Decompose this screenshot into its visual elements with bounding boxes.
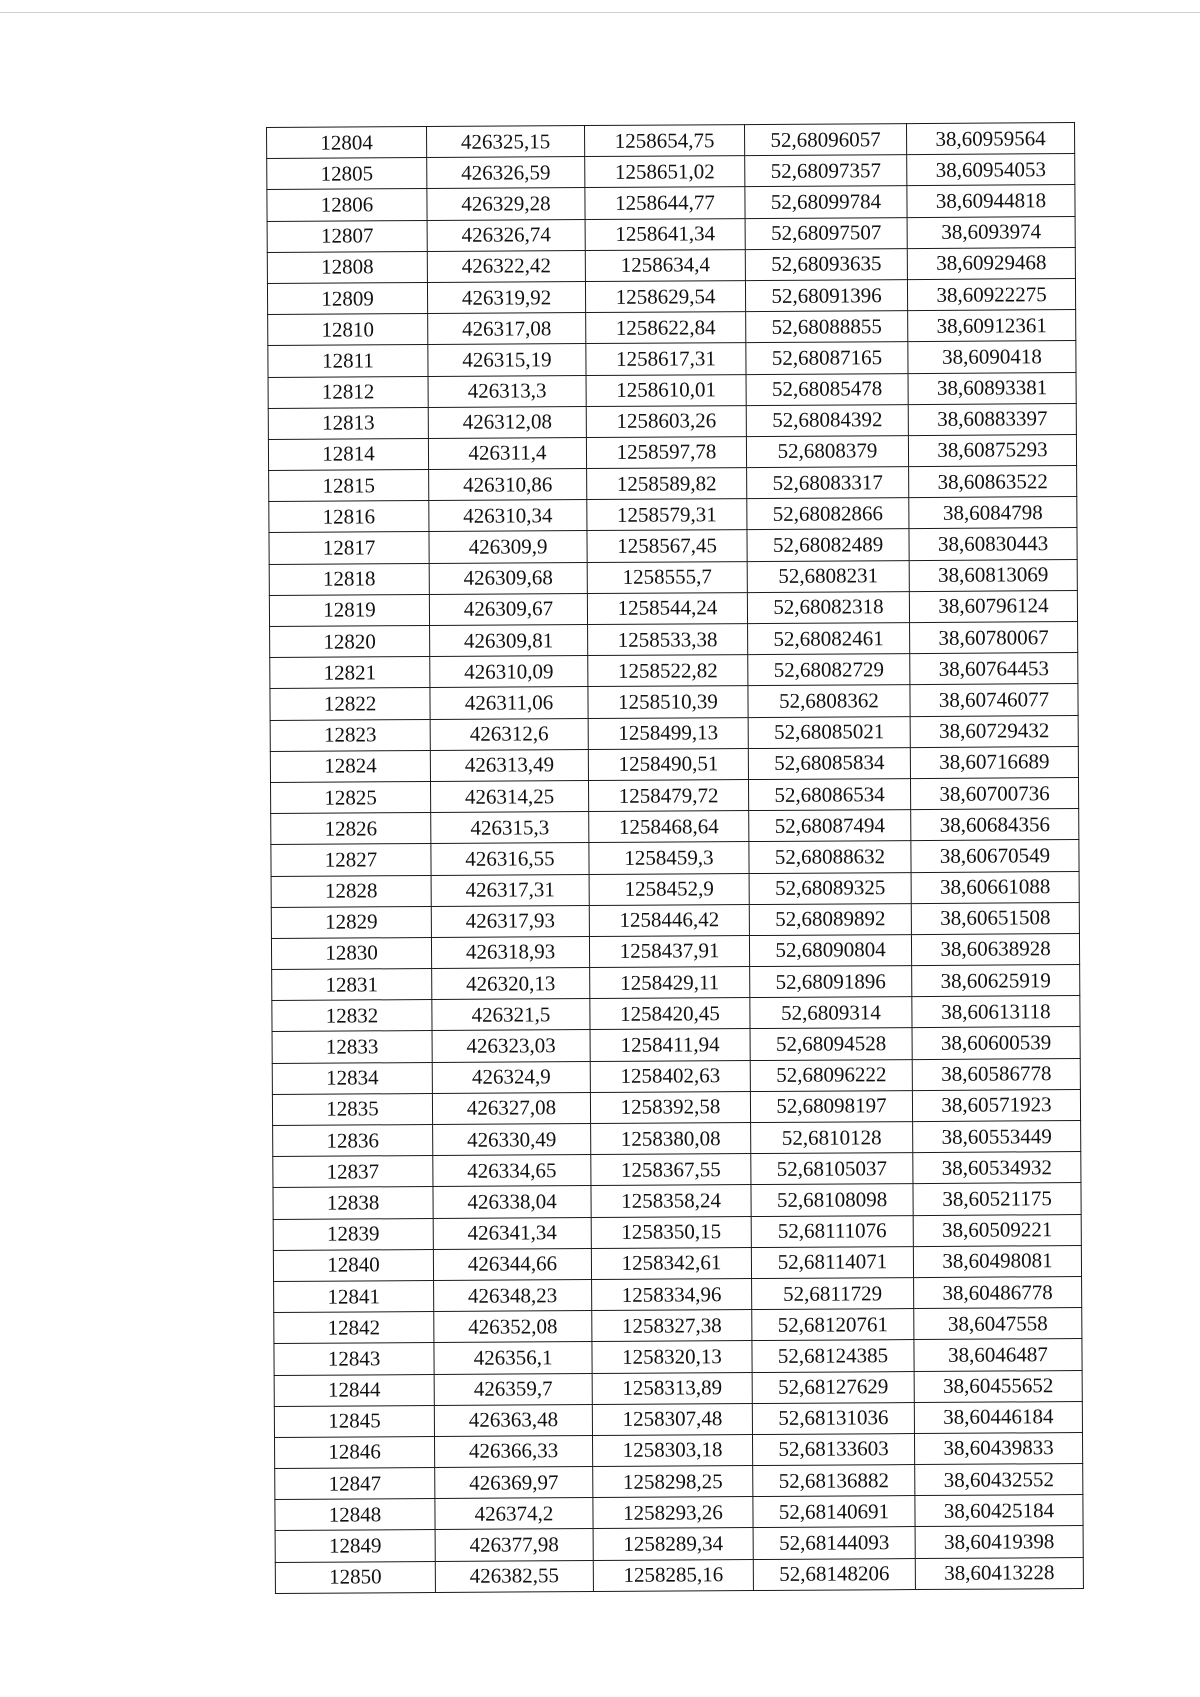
point-number-cell: 12826 bbox=[271, 813, 431, 845]
table-row bbox=[267, 154, 1075, 190]
y-coordinate-cell: 1258411,94 bbox=[590, 1029, 750, 1061]
point-number-cell: 12838 bbox=[273, 1187, 433, 1219]
latitude-cell: 52,68098197 bbox=[750, 1090, 912, 1122]
point-number-cell: 12812 bbox=[268, 376, 428, 408]
longitude-cell: 38,60780067 bbox=[910, 622, 1078, 654]
longitude-cell: 38,60912361 bbox=[908, 310, 1076, 342]
table-row bbox=[273, 1121, 1081, 1157]
point-number-cell: 12820 bbox=[270, 626, 430, 658]
y-coordinate-cell: 1258350,15 bbox=[591, 1216, 751, 1248]
y-coordinate-cell: 1258334,96 bbox=[592, 1278, 752, 1310]
x-coordinate-cell: 426319,92 bbox=[427, 281, 585, 313]
latitude-cell: 52,68099784 bbox=[745, 186, 907, 218]
longitude-cell: 38,60670549 bbox=[911, 840, 1079, 872]
latitude-cell: 52,68090804 bbox=[749, 934, 911, 966]
table-row bbox=[275, 1432, 1083, 1468]
point-number-cell: 12831 bbox=[272, 969, 432, 1001]
y-coordinate-cell: 1258342,61 bbox=[591, 1247, 751, 1279]
table-row bbox=[270, 746, 1078, 782]
longitude-cell: 38,60954053 bbox=[907, 154, 1075, 186]
point-number-cell: 12814 bbox=[268, 438, 428, 470]
point-number-cell: 12828 bbox=[271, 875, 431, 907]
longitude-cell: 38,60509221 bbox=[913, 1214, 1081, 1246]
table-row bbox=[268, 341, 1076, 377]
point-number-cell: 12834 bbox=[272, 1062, 432, 1094]
y-coordinate-cell: 1258654,75 bbox=[584, 125, 744, 157]
x-coordinate-cell: 426348,23 bbox=[434, 1279, 592, 1311]
x-coordinate-cell: 426311,06 bbox=[430, 687, 588, 719]
longitude-cell: 38,60684356 bbox=[911, 809, 1079, 841]
latitude-cell: 52,68144093 bbox=[753, 1527, 915, 1559]
table-row bbox=[275, 1495, 1083, 1531]
longitude-cell: 38,60929468 bbox=[907, 247, 1075, 279]
x-coordinate-cell: 426310,86 bbox=[429, 469, 587, 501]
x-coordinate-cell: 426382,55 bbox=[435, 1560, 593, 1592]
table-row bbox=[272, 1089, 1080, 1125]
x-coordinate-cell: 426334,65 bbox=[433, 1155, 591, 1187]
longitude-cell: 38,60432552 bbox=[915, 1464, 1083, 1496]
x-coordinate-cell: 426312,6 bbox=[430, 718, 588, 750]
longitude-cell: 38,60600539 bbox=[912, 1027, 1080, 1059]
point-number-cell: 12806 bbox=[267, 189, 427, 221]
y-coordinate-cell: 1258307,48 bbox=[592, 1403, 752, 1435]
longitude-cell: 38,60922275 bbox=[907, 278, 1075, 310]
latitude-cell: 52,68120761 bbox=[752, 1309, 914, 1341]
latitude-cell: 52,68127629 bbox=[752, 1371, 914, 1403]
point-number-cell: 12842 bbox=[274, 1312, 434, 1344]
x-coordinate-cell: 426338,04 bbox=[433, 1186, 591, 1218]
longitude-cell: 38,60638928 bbox=[911, 933, 1079, 965]
longitude-cell: 38,60661088 bbox=[911, 871, 1079, 903]
y-coordinate-cell: 1258622,84 bbox=[586, 312, 746, 344]
point-number-cell: 12824 bbox=[270, 750, 430, 782]
latitude-cell: 52,68088855 bbox=[746, 311, 908, 343]
table-row bbox=[269, 590, 1077, 626]
longitude-cell: 38,6093974 bbox=[907, 216, 1075, 248]
table-row bbox=[275, 1557, 1083, 1593]
table-row bbox=[273, 1245, 1081, 1281]
latitude-cell: 52,68085834 bbox=[748, 747, 910, 779]
latitude-cell: 52,68096057 bbox=[744, 124, 906, 156]
latitude-cell: 52,68089892 bbox=[749, 903, 911, 935]
latitude-cell: 52,68105037 bbox=[751, 1153, 913, 1185]
y-coordinate-cell: 1258380,08 bbox=[591, 1123, 751, 1155]
y-coordinate-cell: 1258446,42 bbox=[589, 904, 749, 936]
y-coordinate-cell: 1258629,54 bbox=[585, 281, 745, 313]
point-number-cell: 12845 bbox=[274, 1405, 434, 1437]
longitude-cell: 38,60419398 bbox=[915, 1526, 1083, 1558]
y-coordinate-cell: 1258634,4 bbox=[585, 249, 745, 281]
y-coordinate-cell: 1258555,7 bbox=[587, 561, 747, 593]
latitude-cell: 52,68097357 bbox=[745, 155, 907, 187]
latitude-cell: 52,6809314 bbox=[750, 997, 912, 1029]
point-number-cell: 12825 bbox=[271, 781, 431, 813]
y-coordinate-cell: 1258420,45 bbox=[590, 998, 750, 1030]
table-row bbox=[273, 1152, 1081, 1188]
table-row bbox=[267, 247, 1075, 283]
point-number-cell: 12847 bbox=[275, 1468, 435, 1500]
point-number-cell: 12815 bbox=[269, 470, 429, 502]
x-coordinate-cell: 426341,34 bbox=[433, 1217, 591, 1249]
longitude-cell: 38,60813069 bbox=[909, 559, 1077, 591]
y-coordinate-cell: 1258327,38 bbox=[592, 1310, 752, 1342]
x-coordinate-cell: 426317,93 bbox=[431, 905, 589, 937]
point-number-cell: 12835 bbox=[272, 1093, 432, 1125]
longitude-cell: 38,60893381 bbox=[908, 372, 1076, 404]
latitude-cell: 52,6811729 bbox=[752, 1278, 914, 1310]
table-row bbox=[267, 123, 1075, 159]
latitude-cell: 52,68131036 bbox=[752, 1402, 914, 1434]
y-coordinate-cell: 1258499,13 bbox=[588, 717, 748, 749]
latitude-cell: 52,68088632 bbox=[749, 841, 911, 873]
point-number-cell: 12819 bbox=[269, 594, 429, 626]
longitude-cell: 38,60521175 bbox=[913, 1183, 1081, 1215]
longitude-cell: 38,60883397 bbox=[908, 403, 1076, 435]
coordinates-table bbox=[266, 122, 1084, 1594]
y-coordinate-cell: 1258510,39 bbox=[588, 686, 748, 718]
table-row bbox=[274, 1401, 1082, 1437]
x-coordinate-cell: 426377,98 bbox=[435, 1529, 593, 1561]
table-row bbox=[272, 996, 1080, 1032]
x-coordinate-cell: 426313,3 bbox=[428, 375, 586, 407]
table-row bbox=[273, 1214, 1081, 1250]
point-number-cell: 12808 bbox=[267, 251, 427, 283]
point-number-cell: 12829 bbox=[271, 906, 431, 938]
point-number-cell: 12840 bbox=[273, 1249, 433, 1281]
x-coordinate-cell: 426366,33 bbox=[435, 1435, 593, 1467]
latitude-cell: 52,68084392 bbox=[746, 404, 908, 436]
point-number-cell: 12843 bbox=[274, 1343, 434, 1375]
y-coordinate-cell: 1258479,72 bbox=[588, 780, 748, 812]
x-coordinate-cell: 426321,5 bbox=[432, 999, 590, 1031]
point-number-cell: 12823 bbox=[270, 719, 430, 751]
y-coordinate-cell: 1258392,58 bbox=[590, 1091, 750, 1123]
point-number-cell: 12813 bbox=[268, 407, 428, 439]
longitude-cell: 38,60613118 bbox=[912, 996, 1080, 1028]
x-coordinate-cell: 426309,67 bbox=[429, 593, 587, 625]
x-coordinate-cell: 426369,97 bbox=[435, 1467, 593, 1499]
y-coordinate-cell: 1258641,34 bbox=[585, 218, 745, 250]
table-row bbox=[270, 622, 1078, 658]
longitude-cell: 38,60875293 bbox=[908, 434, 1076, 466]
longitude-cell: 38,60651508 bbox=[911, 902, 1079, 934]
latitude-cell: 52,68114071 bbox=[751, 1246, 913, 1278]
latitude-cell: 52,68148206 bbox=[753, 1558, 915, 1590]
y-coordinate-cell: 1258522,82 bbox=[588, 655, 748, 687]
table-row bbox=[271, 871, 1079, 907]
longitude-cell: 38,60764453 bbox=[910, 653, 1078, 685]
point-number-cell: 12811 bbox=[268, 345, 428, 377]
latitude-cell: 52,68082866 bbox=[747, 498, 909, 530]
longitude-cell: 38,60413228 bbox=[915, 1557, 1083, 1589]
latitude-cell: 52,68082489 bbox=[747, 529, 909, 561]
table-row bbox=[272, 965, 1080, 1001]
longitude-cell: 38,6046487 bbox=[914, 1339, 1082, 1371]
point-number-cell: 12804 bbox=[267, 127, 427, 159]
latitude-cell: 52,68087494 bbox=[749, 810, 911, 842]
longitude-cell: 38,60455652 bbox=[914, 1370, 1082, 1402]
latitude-cell: 52,68091896 bbox=[750, 966, 912, 998]
point-number-cell: 12833 bbox=[272, 1031, 432, 1063]
y-coordinate-cell: 1258597,78 bbox=[586, 436, 746, 468]
x-coordinate-cell: 426317,08 bbox=[428, 313, 586, 345]
latitude-cell: 52,68082461 bbox=[748, 623, 910, 655]
x-coordinate-cell: 426329,28 bbox=[427, 188, 585, 220]
y-coordinate-cell: 1258468,64 bbox=[589, 811, 749, 843]
table-row bbox=[270, 653, 1078, 689]
table-row bbox=[267, 278, 1075, 314]
latitude-cell: 52,68091396 bbox=[745, 280, 907, 312]
x-coordinate-cell: 426311,4 bbox=[428, 437, 586, 469]
table-row bbox=[268, 434, 1076, 470]
table-row bbox=[269, 466, 1077, 502]
x-coordinate-cell: 426313,49 bbox=[430, 749, 588, 781]
x-coordinate-cell: 426324,9 bbox=[432, 1061, 590, 1093]
longitude-cell: 38,60586778 bbox=[912, 1058, 1080, 1090]
table-row bbox=[271, 933, 1079, 969]
x-coordinate-cell: 426317,31 bbox=[431, 874, 589, 906]
longitude-cell: 38,6047558 bbox=[914, 1308, 1082, 1340]
point-number-cell: 12816 bbox=[269, 501, 429, 533]
longitude-cell: 38,60944818 bbox=[907, 185, 1075, 217]
y-coordinate-cell: 1258644,77 bbox=[585, 187, 745, 219]
longitude-cell: 38,60830443 bbox=[909, 528, 1077, 560]
x-coordinate-cell: 426309,68 bbox=[429, 562, 587, 594]
table-row bbox=[267, 216, 1075, 252]
x-coordinate-cell: 426374,2 bbox=[435, 1498, 593, 1530]
longitude-cell: 38,60729432 bbox=[910, 715, 1078, 747]
latitude-cell: 52,68124385 bbox=[752, 1340, 914, 1372]
x-coordinate-cell: 426363,48 bbox=[434, 1404, 592, 1436]
table-row bbox=[274, 1276, 1082, 1312]
table-row bbox=[267, 185, 1075, 221]
y-coordinate-cell: 1258544,24 bbox=[587, 592, 747, 624]
latitude-cell: 52,68133603 bbox=[752, 1433, 914, 1465]
latitude-cell: 52,68085021 bbox=[748, 716, 910, 748]
y-coordinate-cell: 1258490,51 bbox=[588, 748, 748, 780]
point-number-cell: 12821 bbox=[270, 657, 430, 689]
x-coordinate-cell: 426310,09 bbox=[430, 656, 588, 688]
latitude-cell: 52,6810128 bbox=[751, 1122, 913, 1154]
point-number-cell: 12810 bbox=[268, 314, 428, 346]
longitude-cell: 38,60716689 bbox=[910, 746, 1078, 778]
table-row bbox=[271, 777, 1079, 813]
x-coordinate-cell: 426310,34 bbox=[429, 500, 587, 532]
table-row bbox=[273, 1183, 1081, 1219]
latitude-cell: 52,68086534 bbox=[748, 779, 910, 811]
latitude-cell: 52,6808379 bbox=[746, 435, 908, 467]
x-coordinate-cell: 426315,19 bbox=[428, 344, 586, 376]
table-row bbox=[274, 1308, 1082, 1344]
y-coordinate-cell: 1258402,63 bbox=[590, 1060, 750, 1092]
table-row bbox=[270, 684, 1078, 720]
point-number-cell: 12827 bbox=[271, 844, 431, 876]
table-row bbox=[271, 809, 1079, 845]
point-number-cell: 12822 bbox=[270, 688, 430, 720]
longitude-cell: 38,60425184 bbox=[915, 1495, 1083, 1527]
x-coordinate-cell: 426326,74 bbox=[427, 219, 585, 251]
x-coordinate-cell: 426326,59 bbox=[427, 157, 585, 189]
table-row bbox=[275, 1464, 1083, 1500]
longitude-cell: 38,6090418 bbox=[908, 341, 1076, 373]
point-number-cell: 12832 bbox=[272, 1000, 432, 1032]
longitude-cell: 38,60625919 bbox=[912, 965, 1080, 997]
y-coordinate-cell: 1258313,89 bbox=[592, 1372, 752, 1404]
latitude-cell: 52,68108098 bbox=[751, 1184, 913, 1216]
y-coordinate-cell: 1258617,31 bbox=[586, 343, 746, 375]
x-coordinate-cell: 426318,93 bbox=[431, 936, 589, 968]
point-number-cell: 12839 bbox=[273, 1218, 433, 1250]
table-row bbox=[269, 497, 1077, 533]
x-coordinate-cell: 426325,15 bbox=[427, 126, 585, 158]
point-number-cell: 12836 bbox=[273, 1125, 433, 1157]
longitude-cell: 38,60959564 bbox=[906, 123, 1074, 155]
x-coordinate-cell: 426322,42 bbox=[427, 250, 585, 282]
x-coordinate-cell: 426352,08 bbox=[434, 1311, 592, 1343]
table-row bbox=[268, 310, 1076, 346]
latitude-cell: 52,68111076 bbox=[751, 1215, 913, 1247]
x-coordinate-cell: 426344,66 bbox=[433, 1248, 591, 1280]
point-number-cell: 12807 bbox=[267, 220, 427, 252]
y-coordinate-cell: 1258610,01 bbox=[586, 374, 746, 406]
longitude-cell: 38,60534932 bbox=[913, 1152, 1081, 1184]
y-coordinate-cell: 1258533,38 bbox=[588, 624, 748, 656]
latitude-cell: 52,68087165 bbox=[746, 342, 908, 374]
point-number-cell: 12805 bbox=[267, 158, 427, 190]
latitude-cell: 52,68140691 bbox=[753, 1496, 915, 1528]
x-coordinate-cell: 426320,13 bbox=[432, 968, 590, 1000]
y-coordinate-cell: 1258567,45 bbox=[587, 530, 747, 562]
latitude-cell: 52,68089325 bbox=[749, 872, 911, 904]
latitude-cell: 52,68097507 bbox=[745, 217, 907, 249]
y-coordinate-cell: 1258293,26 bbox=[593, 1497, 753, 1529]
point-number-cell: 12850 bbox=[275, 1561, 435, 1593]
latitude-cell: 52,68093635 bbox=[745, 248, 907, 280]
y-coordinate-cell: 1258459,3 bbox=[589, 842, 749, 874]
table-row bbox=[269, 559, 1077, 595]
x-coordinate-cell: 426327,08 bbox=[432, 1092, 590, 1124]
table-row bbox=[269, 528, 1077, 564]
table-row bbox=[272, 1027, 1080, 1063]
longitude-cell: 38,60446184 bbox=[914, 1401, 1082, 1433]
y-coordinate-cell: 1258367,55 bbox=[591, 1154, 751, 1186]
x-coordinate-cell: 426330,49 bbox=[433, 1124, 591, 1156]
latitude-cell: 52,68082318 bbox=[747, 591, 909, 623]
latitude-cell: 52,68082729 bbox=[748, 654, 910, 686]
latitude-cell: 52,68096222 bbox=[750, 1059, 912, 1091]
longitude-cell: 38,60700736 bbox=[910, 777, 1078, 809]
longitude-cell: 38,60439833 bbox=[914, 1432, 1082, 1464]
point-number-cell: 12846 bbox=[275, 1436, 435, 1468]
point-number-cell: 12818 bbox=[269, 563, 429, 595]
x-coordinate-cell: 426359,7 bbox=[434, 1373, 592, 1405]
x-coordinate-cell: 426356,1 bbox=[434, 1342, 592, 1374]
table-row bbox=[268, 403, 1076, 439]
y-coordinate-cell: 1258303,18 bbox=[592, 1434, 752, 1466]
table-row bbox=[275, 1526, 1083, 1562]
point-number-cell: 12837 bbox=[273, 1156, 433, 1188]
table-row bbox=[271, 840, 1079, 876]
latitude-cell: 52,68085478 bbox=[746, 373, 908, 405]
longitude-cell: 38,60498081 bbox=[913, 1245, 1081, 1277]
coordinates-table-body bbox=[267, 123, 1084, 1594]
y-coordinate-cell: 1258289,34 bbox=[593, 1528, 753, 1560]
x-coordinate-cell: 426312,08 bbox=[428, 406, 586, 438]
y-coordinate-cell: 1258285,16 bbox=[593, 1559, 753, 1591]
scan-edge-line bbox=[0, 12, 1200, 13]
x-coordinate-cell: 426314,25 bbox=[431, 780, 589, 812]
y-coordinate-cell: 1258298,25 bbox=[593, 1466, 753, 1498]
y-coordinate-cell: 1258320,13 bbox=[592, 1341, 752, 1373]
table-row bbox=[271, 902, 1079, 938]
latitude-cell: 52,6808231 bbox=[747, 560, 909, 592]
y-coordinate-cell: 1258651,02 bbox=[585, 156, 745, 188]
y-coordinate-cell: 1258429,11 bbox=[590, 967, 750, 999]
longitude-cell: 38,60863522 bbox=[909, 466, 1077, 498]
x-coordinate-cell: 426316,55 bbox=[431, 843, 589, 875]
y-coordinate-cell: 1258603,26 bbox=[586, 405, 746, 437]
y-coordinate-cell: 1258579,31 bbox=[587, 499, 747, 531]
x-coordinate-cell: 426315,3 bbox=[431, 812, 589, 844]
longitude-cell: 38,60486778 bbox=[914, 1276, 1082, 1308]
latitude-cell: 52,68083317 bbox=[747, 467, 909, 499]
longitude-cell: 38,60796124 bbox=[909, 590, 1077, 622]
latitude-cell: 52,68094528 bbox=[750, 1028, 912, 1060]
table-row bbox=[274, 1370, 1082, 1406]
x-coordinate-cell: 426323,03 bbox=[432, 1030, 590, 1062]
point-number-cell: 12844 bbox=[274, 1374, 434, 1406]
x-coordinate-cell: 426309,81 bbox=[430, 625, 588, 657]
table-row bbox=[272, 1058, 1080, 1094]
y-coordinate-cell: 1258452,9 bbox=[589, 873, 749, 905]
point-number-cell: 12817 bbox=[269, 532, 429, 564]
point-number-cell: 12830 bbox=[271, 937, 431, 969]
latitude-cell: 52,6808362 bbox=[748, 685, 910, 717]
point-number-cell: 12848 bbox=[275, 1499, 435, 1531]
y-coordinate-cell: 1258358,24 bbox=[591, 1185, 751, 1217]
longitude-cell: 38,60746077 bbox=[910, 684, 1078, 716]
point-number-cell: 12841 bbox=[274, 1280, 434, 1312]
point-number-cell: 12809 bbox=[267, 282, 427, 314]
longitude-cell: 38,6084798 bbox=[909, 497, 1077, 529]
table-row bbox=[274, 1339, 1082, 1375]
latitude-cell: 52,68136882 bbox=[753, 1465, 915, 1497]
x-coordinate-cell: 426309,9 bbox=[429, 531, 587, 563]
point-number-cell: 12849 bbox=[275, 1530, 435, 1562]
longitude-cell: 38,60571923 bbox=[912, 1089, 1080, 1121]
y-coordinate-cell: 1258437,91 bbox=[589, 935, 749, 967]
longitude-cell: 38,60553449 bbox=[913, 1121, 1081, 1153]
table-row bbox=[270, 715, 1078, 751]
y-coordinate-cell: 1258589,82 bbox=[587, 468, 747, 500]
table-row bbox=[268, 372, 1076, 408]
